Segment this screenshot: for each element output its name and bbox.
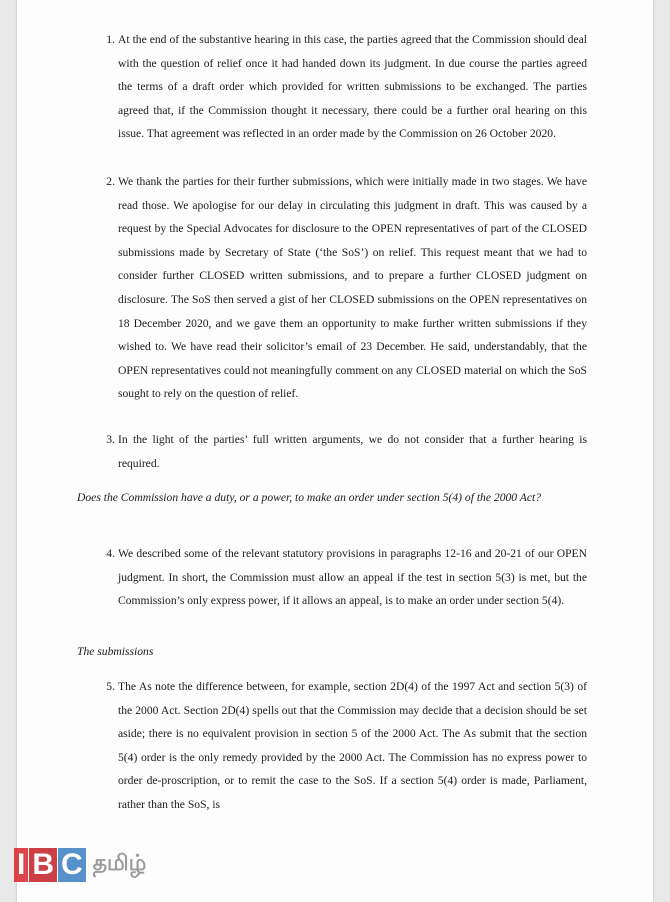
paragraph-1 bbox=[106, 28, 587, 146]
paragraph-number: 5. bbox=[106, 680, 115, 693]
paragraph-text: In the light of the parties’ full written arguments, we do not consider that a further hearing is required. bbox=[118, 433, 587, 470]
watermark-tamil-text: தமிழ் bbox=[92, 851, 147, 876]
paragraph-4 bbox=[106, 542, 587, 613]
watermark-letter-i: I bbox=[14, 848, 28, 882]
ibc-tamil-watermark-logo bbox=[14, 848, 146, 882]
paragraph-text: The As note the difference between, for example, section 2D(4) of the 1997 Act and section 5(3) of the 2000 Act. Section 2D(4) spells out that the Commission may decide that a decision should be set aside; there is no equivalent provision in section 5 of the 2000 Act. The As submit that the section 5(4) order is the only remedy provided by the 2000 Act. The Commission has no express power to order de-proscription, or to remit the case to the SoS. If a section 5(4) order is made, Parliament, rather than the SoS, is bbox=[118, 680, 587, 811]
paragraph-number: 4. bbox=[106, 547, 115, 560]
paragraph-number: 2. bbox=[106, 175, 115, 188]
watermark-letter-b: B bbox=[29, 848, 57, 882]
paragraph-3 bbox=[106, 428, 587, 475]
paragraph-text: We described some of the relevant statutory provisions in paragraphs 12-16 and 20-21 of our OPEN judgment. In short, the Commission must allow an appeal if the test in section 5(3) is met, but the Commission’s only express power, if it allows an appeal, is to make an order under section 5(4). bbox=[118, 547, 587, 608]
document-page bbox=[17, 0, 653, 902]
watermark-letter-c: C bbox=[58, 848, 86, 882]
paragraph-5 bbox=[106, 675, 587, 817]
paragraph-text: We thank the parties for their further submissions, which were initially made in two stages. We have read those. We apologise for our delay in circulating this judgment in draft. This was caused by a request by the Special Advocates for disclosure to the OPEN representatives of part of the CLOSED submissions made by Secretary of State (‘the SoS’) on relief. This request meant that we had to consider further CLOSED written submissions, and to prepare a further CLOSED judgment on disclosure. The SoS then served a gist of her CLOSED submissions on the OPEN representatives on 18 December 2020, and we gave them an opportunity to make further written submissions if they wished to. We have read their solicitor’s email of 23 December. He said, understandably, that the OPEN representatives could not meaningfully comment on any CLOSED material on which the SoS sought to rely on the question of relief. bbox=[118, 175, 587, 401]
paragraph-number: 3. bbox=[106, 433, 115, 446]
paragraph-2 bbox=[106, 170, 587, 406]
paragraph-number: 1. bbox=[106, 33, 115, 46]
paragraph-text: At the end of the substantive hearing in this case, the parties agreed that the Commission should deal with the question of relief once it had handed down its judgment. In due course the parties agreed the terms of a draft order which provided for written submissions to be exchanged. The parties agreed that, if the Commission thought it necessary, there could be a further oral hearing on this issue. That agreement was reflected in an order made by the Commission on 26 October 2020. bbox=[118, 33, 587, 141]
section-heading-duty-or-power: Does the Commission have a duty, or a power, to make an order under section 5(4) of the 2000 Act? bbox=[77, 491, 542, 504]
section-heading-submissions: The submissions bbox=[77, 645, 154, 658]
